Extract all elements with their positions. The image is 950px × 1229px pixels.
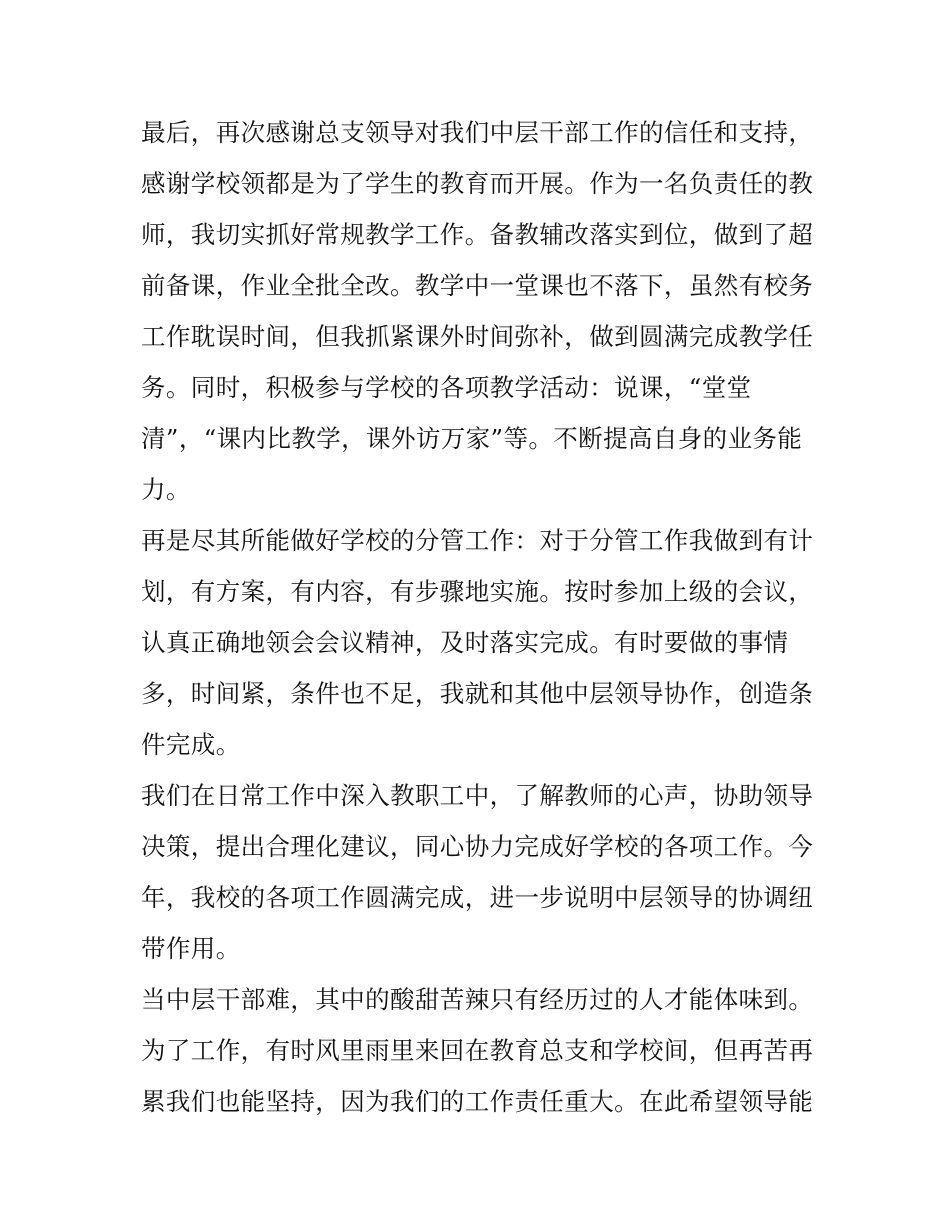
text-line: 再是尽其所能做好学校的分管工作：对于分管工作我做到有计 bbox=[141, 526, 814, 555]
text-line: 当中层干部难，其中的酸甜苦辣只有经历过的人才能体味到。 bbox=[141, 985, 814, 1014]
text-line: 累我们也能坚持，因为我们的工作责任重大。在此希望领导能 bbox=[141, 1087, 814, 1116]
text-line: 件完成。 bbox=[141, 730, 241, 759]
text-line: 为了工作，有时风里雨里来回在教育总支和学校间，但再苦再 bbox=[141, 1036, 814, 1065]
text-line: 我们在日常工作中深入教职工中，了解教师的心声，协助领导 bbox=[141, 781, 814, 810]
text-line: 带作用。 bbox=[141, 934, 241, 963]
text-line: 最后，再次感谢总支领导对我们中层干部工作的信任和支持， bbox=[141, 118, 814, 147]
text-line: 师，我切实抓好常规教学工作。备教辅改落实到位，做到了超 bbox=[141, 220, 814, 249]
text-line: 年，我校的各项工作圆满完成，进一步说明中层领导的协调纽 bbox=[141, 883, 814, 912]
text-line: 清”，“课内比教学，课外访万家”等。不断提高自身的业务能 bbox=[141, 424, 803, 453]
text-line: 感谢学校领都是为了学生的教育而开展。作为一名负责任的教 bbox=[141, 169, 814, 198]
text-line: 前备课，作业全批全改。教学中一堂课也不落下，虽然有校务 bbox=[141, 271, 814, 300]
document-body bbox=[141, 107, 813, 1127]
text-line: 认真正确地领会会议精神，及时落实完成。有时要做的事情 bbox=[141, 628, 789, 657]
text-line: 工作耽误时间，但我抓紧课外时间弥补，做到圆满完成教学任 bbox=[141, 322, 814, 351]
text-line: 力。 bbox=[141, 475, 191, 504]
text-line: 决策，提出合理化建议，同心协力完成好学校的各项工作。今 bbox=[141, 832, 814, 861]
text-line: 多，时间紧，条件也不足，我就和其他中层领导协作，创造条 bbox=[141, 679, 814, 708]
text-line: 划，有方案，有内容，有步骤地实施。按时参加上级的会议， bbox=[141, 577, 814, 606]
text-line: 务。同时，积极参与学校的各项教学活动：说课，“堂堂 bbox=[141, 373, 752, 402]
